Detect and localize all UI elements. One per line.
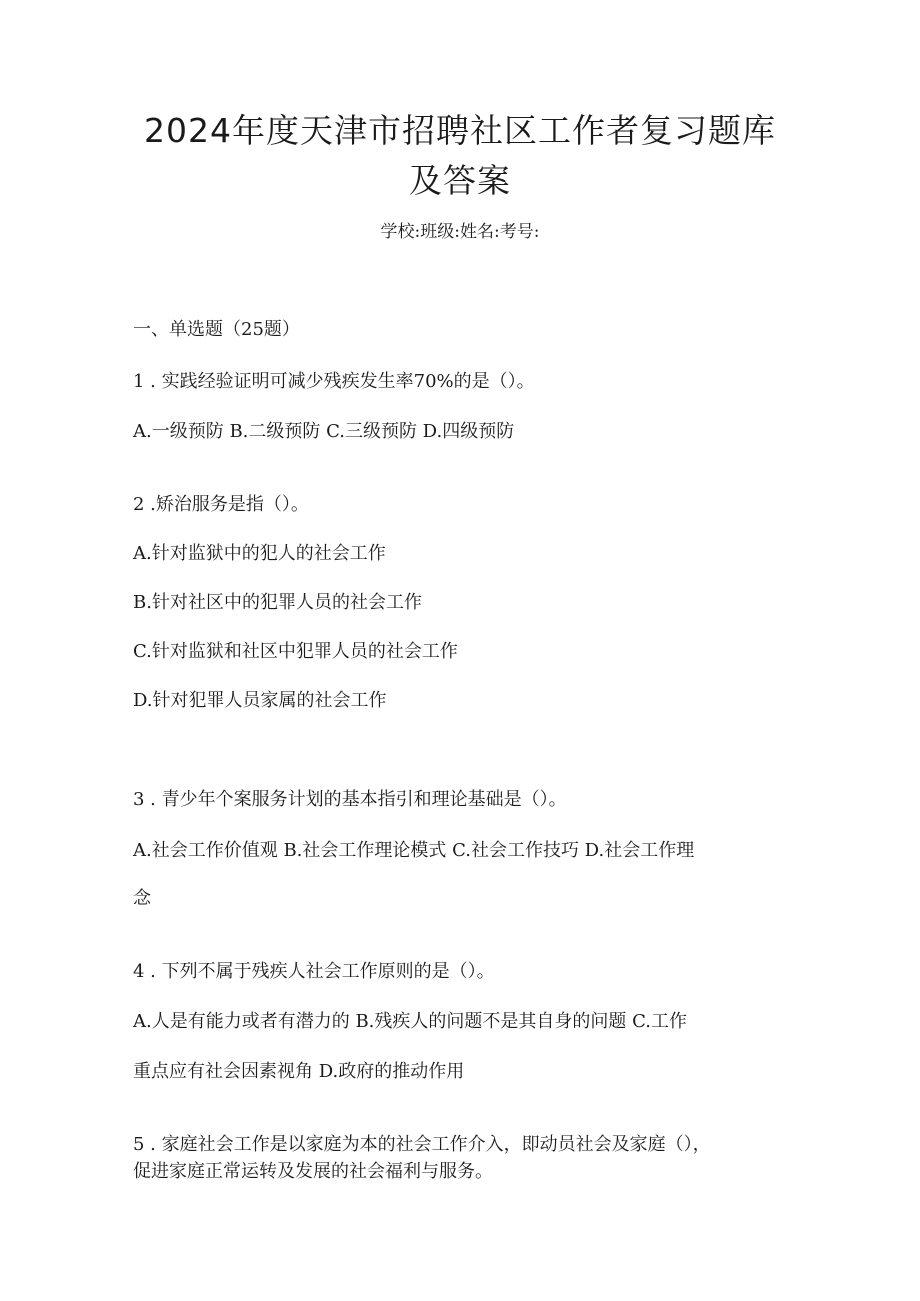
question-2-option-d: D.针对犯罪人员家属的社会工作: [133, 690, 387, 711]
question-2-option-a: A.针对监狱中的犯人的社会工作: [133, 543, 386, 564]
section-heading: 一、单选题（25题）: [133, 319, 300, 340]
question-2-option-b: B.针对社区中的犯罪人员的社会工作: [133, 592, 422, 613]
student-info-line: 学校:班级:姓名:考号:: [380, 222, 540, 242]
question-3-options-line-1: A.社会工作价值观 B.社会工作理论模式 C.社会工作技巧 D.社会工作理: [133, 840, 695, 861]
question-4-options-line-1: A.人是有能力或者有潜力的 B.残疾人的问题不是其自身的问题 C.工作: [133, 1011, 687, 1032]
document-title-line-2: 及答案: [409, 161, 511, 200]
question-2-stem: 2 .矫治服务是指（）。: [133, 494, 309, 515]
question-5-stem-line-2: 促进家庭正常运转及发展的社会福利与服务。: [133, 1161, 493, 1182]
question-2-option-c: C.针对监狱和社区中犯罪人员的社会工作: [133, 641, 458, 662]
question-5-stem-line-1: 5 . 家庭社会工作是以家庭为本的社会工作介入，即动员社会及家庭（），: [133, 1134, 711, 1155]
question-3-stem: 3 . 青少年个案服务计划的基本指引和理论基础是（）。: [133, 789, 567, 810]
question-4-options-line-2: 重点应有社会因素视角 D.政府的推动作用: [133, 1061, 465, 1082]
question-3-options-line-2: 念: [133, 888, 151, 909]
question-1-stem: 1 . 实践经验证明可减少残疾发生率70%的是（）。: [133, 371, 535, 392]
document-title-line-1: 2024年度天津市招聘社区工作者复习题库: [144, 111, 776, 150]
question-1-options: A.一级预防 B.二级预防 C.三级预防 D.四级预防: [133, 421, 515, 442]
question-4-stem: 4 . 下列不属于残疾人社会工作原则的是（）。: [133, 961, 495, 982]
